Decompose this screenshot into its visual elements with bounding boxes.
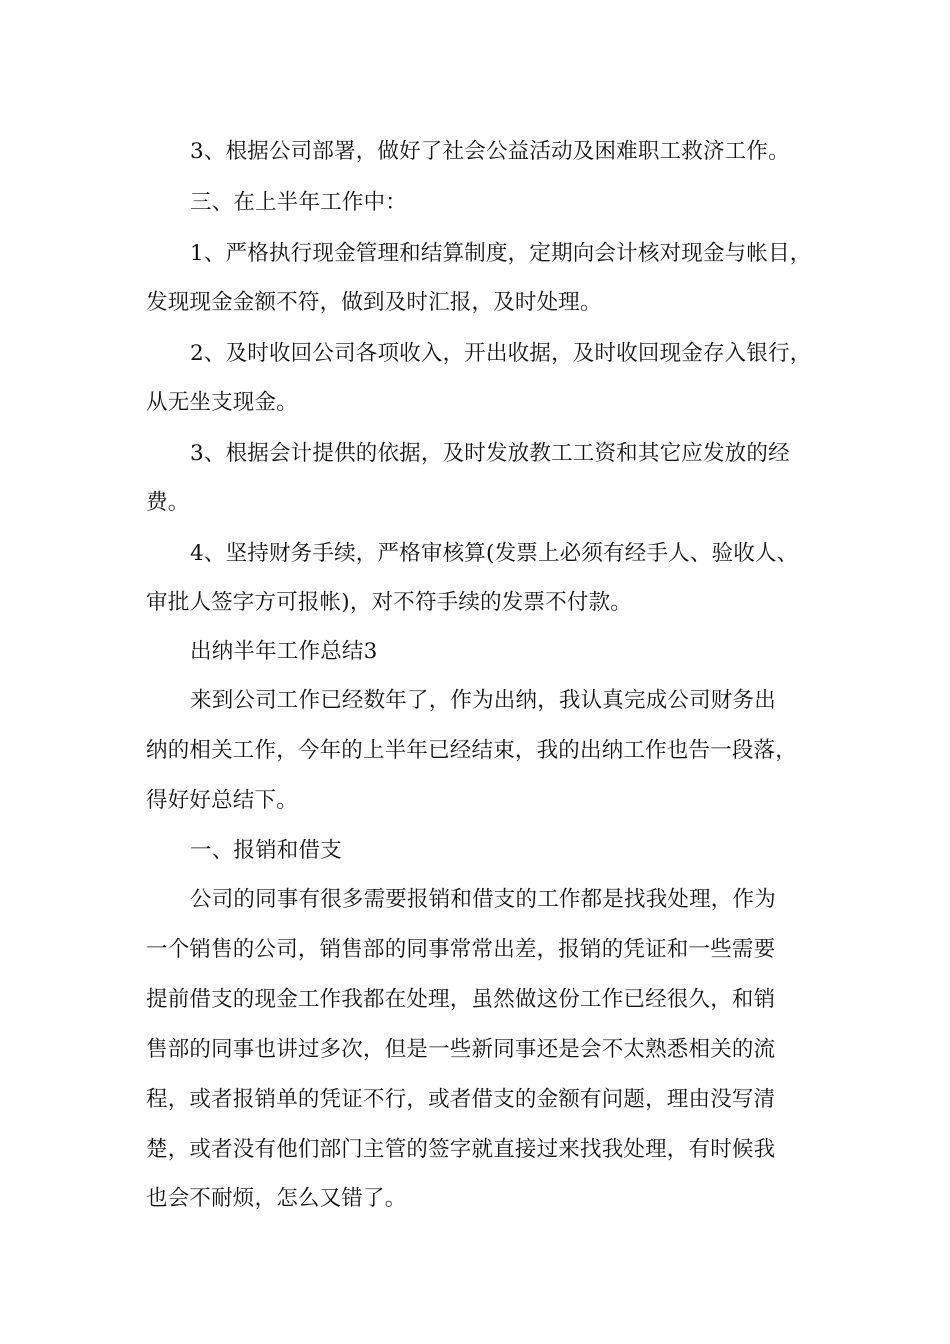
paragraph-line: 也会不耐烦，怎么又错了。 (146, 1186, 407, 1211)
section-heading: 一、报销和借支 (190, 838, 342, 863)
article-title: 出纳半年工作总结3 (190, 639, 378, 664)
paragraph-line: 费。 (146, 490, 190, 515)
paragraph-line: 3、根据公司部署，做好了社会公益活动及困难职工救济工作。 (190, 139, 790, 164)
paragraph-line: 审批人签字方可报帐)，对不符手续的发票不付款。 (146, 590, 632, 615)
paragraph-line: 从无坐支现金。 (146, 390, 298, 415)
paragraph-line: 提前借支的现金工作我都在处理，虽然做这份工作已经很久，和销 (146, 987, 776, 1012)
paragraph-line: 纳的相关工作，今年的上半年已经结束，我的出纳工作也告一段落， (146, 738, 798, 763)
paragraph-line: 楚，或者没有他们部门主管的签字就直接过来找我处理，有时候我 (146, 1137, 776, 1162)
paragraph-line: 4、坚持财务手续，严格审核算(发票上必须有经手人、验收人、 (190, 541, 799, 566)
paragraph-line: 来到公司工作已经数年了，作为出纳，我认真完成公司财务出 (190, 688, 776, 713)
paragraph-line: 1、严格执行现金管理和结算制度，定期向会计核对现金与帐目， (190, 241, 812, 266)
paragraph-line: 一个销售的公司，销售部的同事常常出差，报销的凭证和一些需要 (146, 937, 776, 962)
paragraph-line: 发现现金金额不符，做到及时汇报，及时处理。 (146, 290, 602, 315)
paragraph-line: 程，或者报销单的凭证不行，或者借支的金额有问题，理由没写清 (146, 1087, 776, 1112)
paragraph-line: 售部的同事也讲过多次，但是一些新同事还是会不太熟悉相关的流 (146, 1037, 776, 1062)
paragraph-line: 公司的同事有很多需要报销和借支的工作都是找我处理，作为 (190, 887, 776, 912)
paragraph-line: 2、及时收回公司各项收入，开出收据，及时收回现金存入银行， (190, 341, 812, 366)
paragraph-line: 得好好总结下。 (146, 788, 298, 813)
paragraph-line: 3、根据会计提供的依据，及时发放教工工资和其它应发放的经 (190, 441, 790, 466)
section-heading: 三、在上半年工作中： (190, 190, 408, 215)
